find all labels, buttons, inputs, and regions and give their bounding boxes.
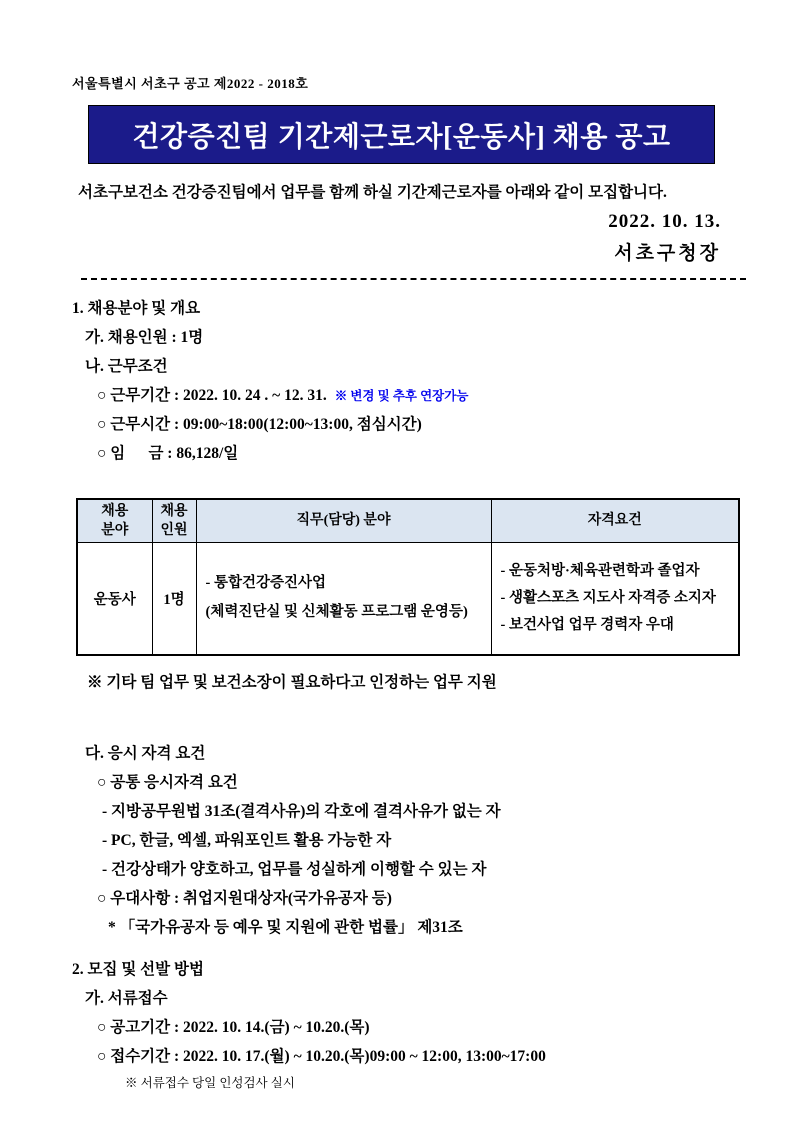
dashed-separator <box>81 278 746 280</box>
cell-qualification: - 운동처방·체육관련학과 졸업자 - 생활스포츠 지도사 자격증 소지자 - 보건사업 업무 경력자 우대 <box>491 542 739 655</box>
receipt-period-line: ○ 접수기간 : 2022. 10. 17.(월) ~ 10.20.(목)09:00 ~ 12:00, 13:00~17:00 <box>97 1048 546 1065</box>
section1-sub-b: 나. 근무조건 <box>85 358 168 375</box>
intro-paragraph: 서초구보건소 건강증진팀에서 업무를 함께 하실 기간제근로자를 아래와 같이 모집합니다. <box>78 184 667 201</box>
announcement-date: 2022. 10. 13. <box>608 211 721 232</box>
title-banner <box>88 105 715 164</box>
work-period-line <box>72 381 754 410</box>
common-req-item: - 지방공무원법 31조(결격사유)의 각호에 결격사유가 없는 자 <box>102 803 501 820</box>
table-note: ※ 기타 팀 업무 및 보건소장이 필요하다고 인정하는 업무 지원 <box>87 674 497 691</box>
table-header-row <box>77 499 739 542</box>
signer-name: 서초구청장 <box>614 243 721 264</box>
header-duty: 직무(담당) 분야 <box>196 499 491 542</box>
common-req-title: ○ 공통 응시자격 요건 <box>97 774 238 791</box>
work-period-text: ○ 근무기간 : 2022. 10. 24 . ~ 12. 31. <box>97 387 327 404</box>
preference-line: ○ 우대사항 : 취업지원대상자(국가유공자 등) <box>97 890 392 907</box>
cell-count: 1명 <box>152 542 196 655</box>
cell-duty: - 통합건강증진사업 (체력진단실 및 신체활동 프로그램 운영등) <box>196 542 491 655</box>
section2-sub-a: 가. 서류접수 <box>85 990 168 1007</box>
cell-field: 운동사 <box>77 542 152 655</box>
header-qualification: 자격요건 <box>491 499 739 542</box>
header-count: 채용 인원 <box>152 499 196 542</box>
section1-title: 1. 채용분야 및 개요 <box>72 300 201 317</box>
wage-line: ○ 임 금 : 86,128/일 <box>97 445 239 462</box>
recruitment-table <box>76 498 740 656</box>
notice-number: 서울특별시 서초구 공고 제2022 - 2018호 <box>72 76 309 91</box>
notice-period-line: ○ 공고기간 : 2022. 10. 14.(금) ~ 10.20.(목) <box>97 1019 370 1036</box>
preference-law-line: * 「국가유공자 등 예우 및 지원에 관한 법률」 제31조 <box>108 919 463 936</box>
section1-sub-a: 가. 채용인원 : 1명 <box>85 329 204 346</box>
section2-title: 2. 모집 및 선발 방법 <box>72 961 204 978</box>
receipt-footnote: ※ 서류접수 당일 인성검사 실시 <box>125 1076 295 1090</box>
common-req-item: - 건강상태가 양호하고, 업무를 성실하게 이행할 수 있는 자 <box>102 861 487 878</box>
work-period-note: ※ 변경 및 추후 연장가능 <box>334 389 469 403</box>
header-field: 채용 분야 <box>77 499 152 542</box>
section1-sub-c: 다. 응시 자격 요건 <box>85 745 206 762</box>
table-row <box>77 542 739 655</box>
common-req-item: - PC, 한글, 엑셀, 파워포인트 활용 가능한 자 <box>102 832 392 849</box>
page-title: 건강증진팀 기간제근로자[운동사] 채용 공고 <box>132 121 671 153</box>
work-hours-line: ○ 근무시간 : 09:00~18:00(12:00~13:00, 점심시간) <box>97 416 422 433</box>
